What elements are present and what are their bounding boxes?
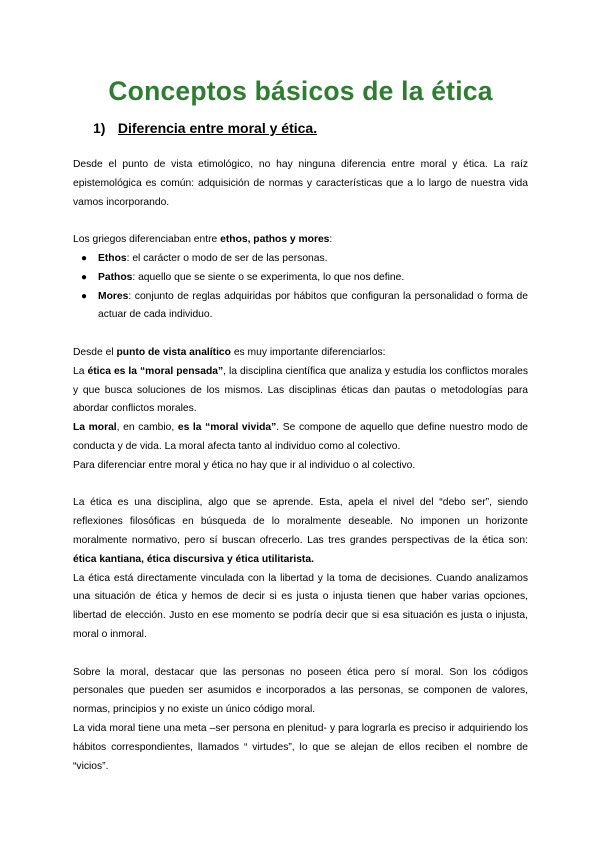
bullet-icon: ● (81, 290, 88, 302)
section-heading-text: Diferencia entre moral y ética. (117, 120, 318, 136)
paragraph-freedom: La ética está directamente vinculada con la libertad y la toma de decisiones. Cuando analizamos una situación de ética y hemos de decir si es justa o injusta tienen que haber varias opciones, libertad de elección. Justo en ese momento se podría decir que si esa situación es justa o injusta, moral o inmoral. (73, 572, 528, 640)
paragraph-differentiate: Para diferenciar entre moral y ética no hay que ir al individuo o al colectivo. (73, 459, 416, 471)
paragraph-ethics-definition: La ética es la “moral pensada”, la disciplina científica que analiza y estudia los conflictos morales y que busca soluciones de los mismos. Las disciplinas éticas dan pautas o metodologías para abordar conflictos morales. (73, 365, 528, 415)
section-number: 1) (93, 120, 106, 136)
list-item: ● Pathos: aquello que se siente o se experimenta, lo que nos define. (73, 269, 528, 288)
paragraph-moral-codes: Sobre la moral, destacar que las personas no poseen ética pero sí moral. Son los códigos personales que pueden ser asumidos e incorporados a las personas, se componen de valores, normas, principios y no existe un único código moral. (73, 666, 528, 716)
section-heading (93, 119, 528, 137)
page-title: Conceptos básicos de la ética (108, 76, 493, 106)
paragraph-moral-definition: La moral, en cambio, es la “moral vivida”. Se compone de aquello que define nuestro modo de conducta y de vida. La moral afecta tanto al individuo como al colectivo. (73, 422, 529, 452)
paragraph-etymology: Desde el punto de vista etimológico, no hay ninguna diferencia entre moral y ética. La raíz epistemológica es común: adquisición de normas y características que a lo largo de nuestra vida vamos incorporando. (73, 159, 528, 208)
paragraph-ethics-discipline: La ética es una disciplina, algo que se aprende. Esta, apela el nivel del “debo ser”, siendo reflexiones filosóficas en búsqueda de lo moralmente deseable. No imponen un horizonte moralmente normativo, pero sí buscan ofrecerlo. Las tres grandes perspectivas de la ética son: ética kantiana, ética discursiva y ética utilitarista. (73, 497, 528, 565)
bullet-icon: ● (81, 271, 88, 283)
list-item: ● Mores: conjunto de reglas adquiridas por hábitos que configuran la personalidad o forma de actuar de cada individuo. (73, 288, 528, 326)
paragraph-moral-life: La vida moral tiene una meta –ser persona en plenitud- y para lograrla es preciso ir adquiriendo los hábitos correspondientes, llamados “ virtudes”, lo que se alejan de ellos reciben el nombre de “vicios”. (73, 722, 528, 772)
list-item: ● Ethos: el carácter o modo de ser de las personas. (73, 250, 528, 269)
paragraph-greeks: Los griegos diferenciaban entre ethos, pathos y mores: (73, 234, 333, 246)
greek-terms-list (73, 250, 528, 325)
bullet-icon: ● (81, 252, 88, 264)
paragraph-analytic: Desde el punto de vista analítico es muy importante diferenciarlos: (73, 346, 386, 358)
